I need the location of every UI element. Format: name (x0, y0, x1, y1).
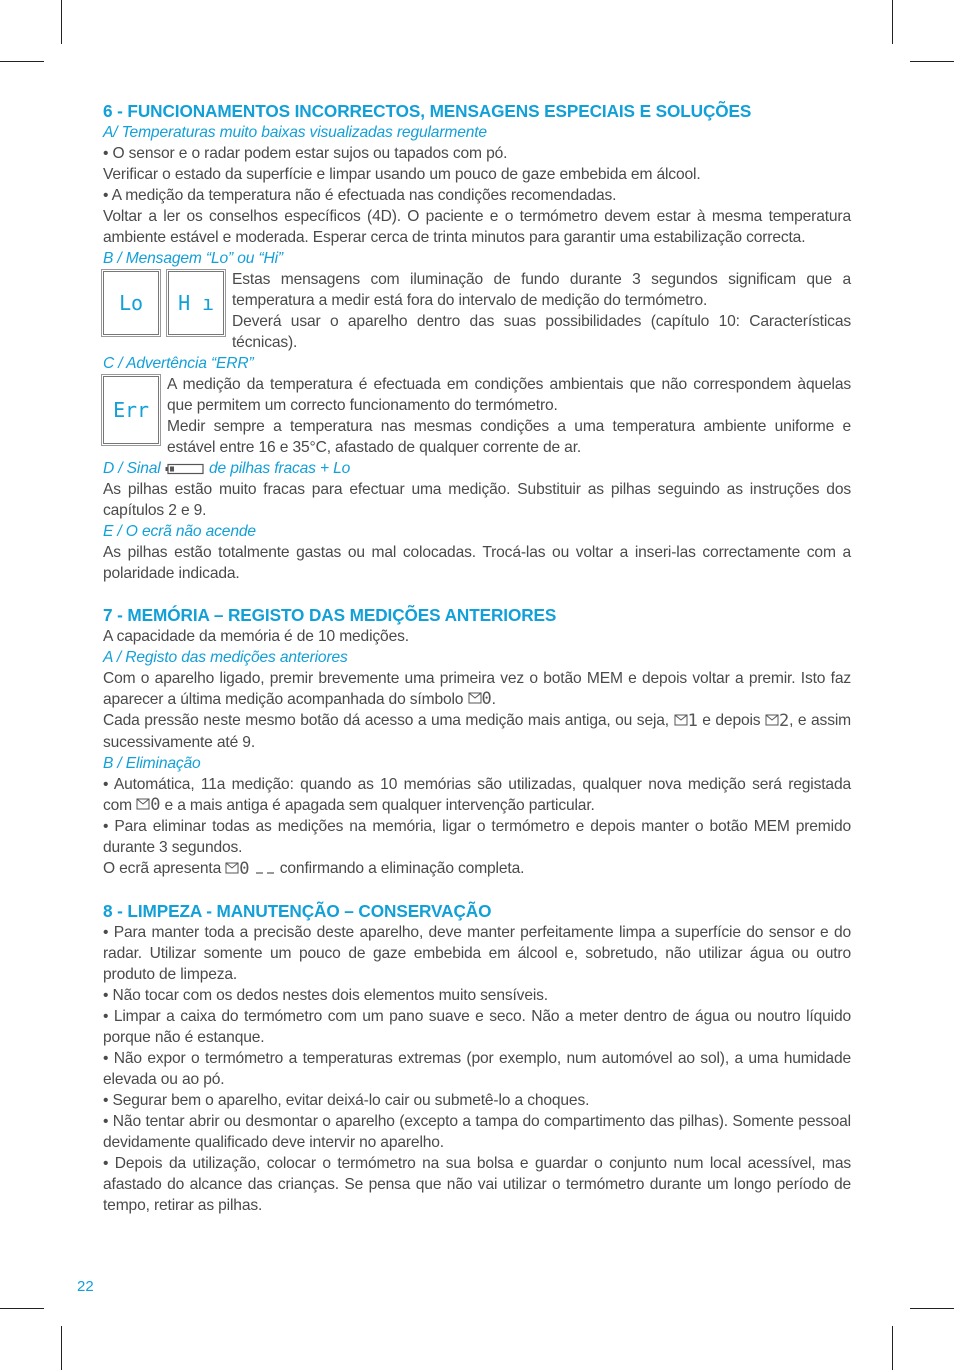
paragraph: • Para eliminar todas as medições na memória, ligar o termómetro e depois manter o botão MEM premido durante 3 segundos. (103, 818, 851, 857)
paragraph: As pilhas estão totalmente gastas ou mal colocadas. Trocá-las ou voltar a inseri-las correctamente com a polaridade indicada. (103, 544, 851, 582)
paragraph: • A medição da temperatura não é efectuada nas condições recomendadas. (103, 187, 617, 204)
paragraph: Medir sempre a temperatura nas mesmas condições a uma temperatura ambiente uniforme e estável entre 16 e 35°C, afastado de qualquer corrente de ar. (167, 418, 851, 456)
text: , e assim sucessivamente até 9. (103, 712, 851, 751)
paragraph: Deverá usar o aparelho dentro das suas possibilidades (capítulo 10: Características técnicas). (232, 313, 851, 351)
memory-digit: 0 (239, 858, 250, 879)
text: e a mais antiga é apagada sem qualquer intervenção particular. (164, 796, 595, 814)
crop-mark (0, 1308, 44, 1309)
memory-digit: 0 (481, 689, 492, 710)
crop-mark (61, 0, 62, 44)
section-6-title: 6 - FUNCIONAMENTOS INCORRECTOS, MENSAGENS ESPECIAIS E SOLUÇÕES (103, 101, 752, 121)
text: • Automática, 11a medição: quando as 10 memórias são utilizadas, qualquer nova medição será registada com (103, 775, 851, 814)
s6-e-title: E / O ecrã não acende (103, 523, 256, 540)
memory-digit: 1 (687, 710, 698, 731)
memory-digit: 0 (150, 795, 161, 816)
paragraph: Voltar a ler os conselhos específicos (4D). O paciente e o termómetro devem estar à mesma temperatura ambiente estável e moderada. Esperar cerca de trinta minutos para garantir uma estabilização correcta. (103, 208, 851, 246)
paragraph: • Não expor o termómetro a temperaturas extremas (por exemplo, num automóvel ao sol), a uma humidade elevada ou ao pó. (103, 1049, 851, 1088)
s6-a-title: A/ Temperaturas muito baixas visualizadas regularmente (103, 124, 487, 141)
memory-icon (765, 711, 789, 732)
crop-mark (910, 61, 954, 62)
s6-b-title: B / Mensagem “Lo” ou “Hi” (103, 250, 283, 267)
crop-mark (892, 1326, 893, 1370)
text: . (491, 691, 496, 708)
s6-d-title (103, 458, 851, 479)
section-8-title: 8 - LIMPEZA - MANUTENÇÃO – CONSERVAÇÃO (103, 900, 492, 921)
paragraph (103, 710, 851, 752)
paragraph (103, 774, 851, 816)
s6-d-title-a: D / Sinal (103, 460, 161, 477)
lcd-lo-text: Lo (119, 290, 143, 315)
paragraph: • Não tocar com os dedos nestes dois elementos muito sensíveis. (103, 986, 548, 1004)
err-block (103, 374, 851, 458)
paragraph: • Limpar a caixa do termómetro com um pano suave e seco. Não a meter dentro de água ou noutro líquido porque não é estanque. (103, 1007, 851, 1046)
lcd-hi-display (168, 271, 224, 335)
text: Cada pressão neste mesmo botão dá acesso a uma medição mais antiga, ou seja, (103, 712, 669, 730)
paragraph (103, 668, 851, 710)
memory-icon (468, 689, 492, 710)
crop-mark (892, 0, 893, 44)
text: O ecrã apresenta (103, 860, 222, 878)
s7-b-title: B / Eliminação (103, 754, 201, 772)
crop-mark (0, 61, 44, 62)
lcd-err-text: Err (113, 397, 149, 422)
crop-mark (61, 1326, 62, 1370)
lcd-lo-display (103, 271, 159, 335)
paragraph: • Depois da utilização, colocar o termómetro na sua bolsa e guardar o conjunto num local acessível, mas afastado do alcance das crianças. Se pensa que não vai utilizar o termómetro durante um longo período de tempo, retirar as pilhas. (103, 1154, 851, 1214)
paragraph: • Para manter toda a precisão deste aparelho, deve manter perfeitamente limpa a superfície do sensor e do radar. Utilizar somente um pouco de gaze embebida em álcool e, sobretudo, não utilizar água ou outro produto de limpeza. (103, 923, 851, 983)
paragraph: A capacidade da memória é de 10 medições. (103, 628, 409, 645)
low-battery-icon (165, 463, 205, 475)
lcd-hi-text: H ı (178, 290, 214, 315)
paragraph: A medição da temperatura é efectuada em condições ambientais que não correspondem àquelas que permitem um correcto funcionamento do termómetro. (167, 376, 851, 414)
paragraph (103, 858, 851, 879)
memory-icon (674, 711, 698, 732)
paragraph: • Não tentar abrir ou desmontar o aparelho (excepto a tampa do compartimento das pilhas). Somente pessoal devidamente qualificado deve intervir no aparelho. (103, 1112, 851, 1151)
memory-digit: 2 (779, 710, 790, 731)
lcd-err-display (103, 376, 159, 444)
text: confirmando a eliminação completa. (279, 860, 525, 878)
s7-a-title: A / Registo das medições anteriores (103, 649, 348, 666)
page-content (103, 100, 851, 1216)
paragraph: As pilhas estão muito fracas para efectuar uma medição. Substituir as pilhas seguindo as instruções dos capítulos 2 e 9. (103, 481, 851, 519)
paragraph: Estas mensagens com iluminação de fundo durante 3 segundos significam que a temperatura a medir está fora do intervalo de medição do termómetro. (232, 271, 851, 309)
s6-d-title-b: de pilhas fracas + Lo (208, 460, 351, 477)
memory-icon (136, 795, 160, 816)
paragraph: • Segurar bem o aparelho, evitar deixá-lo cair ou submetê-lo a choques. (103, 1091, 590, 1109)
memory-cleared-icon (225, 859, 275, 880)
page-number: 22 (77, 1278, 94, 1295)
section-7-title: 7 - MEMÓRIA – REGISTO DAS MEDIÇÕES ANTERIORES (103, 605, 557, 625)
paragraph: • O sensor e o radar podem estar sujos ou tapados com pó. (103, 145, 508, 162)
text: Com o aparelho ligado, premir brevemente uma primeira vez o botão MEM e depois voltar a premir. Isto faz aparecer a última medição acompanhada do símbolo (103, 670, 851, 708)
paragraph: Verificar o estado da superfície e limpar usando um pouco de gaze embebida em álcool. (103, 166, 701, 183)
s6-c-title: C / Advertência “ERR” (103, 355, 254, 372)
lo-hi-block (103, 269, 851, 353)
crop-mark (910, 1308, 954, 1309)
text: e depois (702, 712, 761, 730)
